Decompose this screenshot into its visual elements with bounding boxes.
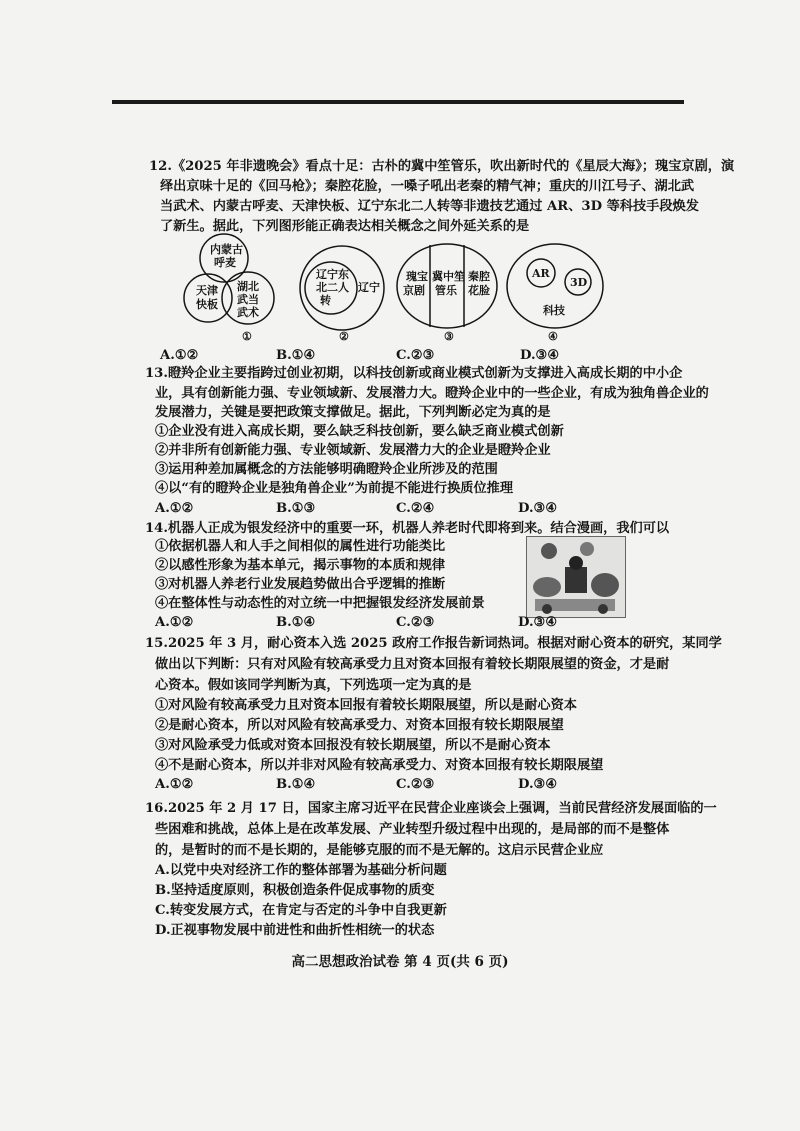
q14-line-4: ③对机器人养老行业发展趋势做出合乎逻辑的推断 (155, 577, 446, 592)
q14-line-3: ②以感性形象为基本单元，揭示事物的本质和规律 (155, 558, 446, 573)
q16-option-a: A.以党中央对经济工作的整体部署为基础分析问题 (155, 863, 447, 878)
fig1-number: ① (242, 330, 252, 343)
fig2-label-a3: 转 (320, 294, 331, 307)
q16-line-2: 些困难和挑战，总体上是在改革发展、产业转型升级过程中出现的，是局部的而不是整体 (155, 822, 670, 837)
q16-line-3: 的，是暂时的而不是长期的，是能够克服的而不是无解的。这启示民营企业应 (155, 843, 604, 858)
q14-line-5: ④在整体性与动态性的对立统一中把握银发经济发展前景 (155, 596, 485, 611)
q16-line-1: 16.2025 年 2 月 17 日，国家主席习近平在民营企业座谈会上强调，当前民营经济发展面临的一 (145, 801, 717, 816)
fig4-number: ④ (548, 330, 558, 343)
q13-option-d: D.③④ (518, 501, 558, 516)
q16-option-d: D.正视事物发展中前进性和曲折性相统一的状态 (155, 923, 435, 938)
q12-option-c: C.②③ (396, 348, 435, 363)
q14-option-a: A.①② (155, 615, 194, 630)
fig2-label-a2: 北二人 (316, 281, 349, 294)
fig1-label-c3: 武术 (237, 306, 259, 319)
q15-line-1: 15.2025 年 3 月，耐心资本入选 2025 政府工作报告新词热词。根据对耐心资本的研究，某同学 (145, 636, 722, 651)
q15-line-4: ①对风险有较高承受力且对资本回报有着较长期限展望，所以是耐心资本 (155, 698, 577, 713)
fig1-label-c2: 武当 (237, 293, 259, 306)
q14-option-c: C.②③ (396, 615, 435, 630)
fig3-label-c1: 秦腔 (468, 270, 490, 283)
venn-figure-3 (397, 244, 497, 343)
fig1-label-c: 湖北 (237, 280, 259, 293)
fig2-label-b: 辽宁 (358, 281, 380, 294)
robot-eldercare-cartoon (526, 536, 626, 618)
q14-line-1: 14.机器人正成为银发经济中的重要一环，机器人养老时代即将到来。结合漫画，我们可以 (145, 521, 670, 536)
fig1-label-a: 内蒙古 (210, 243, 243, 256)
q15-line-3: 心资本。假如该同学判断为真，下列选项一定为真的是 (155, 678, 472, 693)
q13-line-7: ④以“有的瞪羚企业是独角兽企业”为前提不能进行换质位推理 (155, 481, 514, 496)
q14-option-d: D.③④ (518, 615, 558, 630)
fig2-label-a1: 辽宁东 (316, 268, 349, 281)
page-footer: 高二思想政治试卷 第 4 页(共 6 页) (291, 954, 509, 970)
fig3-label-b2: 管乐 (435, 284, 457, 297)
q15-option-b: B.①④ (276, 777, 316, 792)
fig1-label-b: 天津 (196, 284, 218, 297)
q16-option-b: B.坚持适度原则，积极创造条件促成事物的质变 (155, 883, 435, 898)
q13-option-c: C.②④ (396, 501, 435, 516)
q13-option-b: B.①③ (276, 501, 316, 516)
q15-line-5: ②是耐心资本，所以对风险有较高承受力、对资本回报有较长期限展望 (155, 718, 564, 733)
q14-line-2: ①依据机器人和人手之间相似的属性进行功能类比 (155, 539, 446, 554)
q12-option-a: A.①② (160, 348, 199, 363)
q13-line-6: ③运用种差加属概念的方法能够明确瞪羚企业所涉及的范围 (155, 462, 498, 477)
q12-option-b: B.①④ (276, 348, 316, 363)
q12-line-2: 绎出京味十足的《回马枪》；秦腔花脸，一嗓子吼出老秦的精气神；重庆的川江号子、湖北武 (160, 179, 695, 194)
q15-line-7: ④不是耐心资本，所以并非对风险有较高承受力、对资本回报有较长期限展望 (155, 758, 604, 773)
venn-figure-2 (300, 246, 384, 343)
q16-option-c: C.转变发展方式，在肯定与否定的斗争中自我更新 (155, 903, 447, 918)
q12-line-4: 了新生。据此，下列图形能正确表达相关概念之间外延关系的是 (160, 219, 530, 234)
fig4-label-c: 科技 (543, 304, 565, 317)
fig3-label-a2: 京剧 (403, 284, 425, 297)
q14-option-b: B.①④ (276, 615, 316, 630)
fig3-label-a1: 瑰宝 (406, 270, 428, 283)
fig1-label-b2: 快板 (196, 298, 218, 311)
q15-option-c: C.②③ (396, 777, 435, 792)
header-rule (112, 100, 684, 104)
q13-option-a: A.①② (155, 501, 194, 516)
q13-line-4: ①企业没有进入高成长期，要么缺乏科技创新，要么缺乏商业模式创新 (155, 424, 564, 439)
q12-option-d: D.③④ (520, 348, 560, 363)
venn-figure-4 (507, 244, 603, 343)
q13-line-2: 业，具有创新能力强、专业领域新、发展潜力大。瞪羚企业中的一些企业，有成为独角兽企业的 (155, 386, 709, 401)
q13-line-5: ②并非所有创新能力强、专业领域新、发展潜力大的企业是瞪羚企业 (155, 443, 551, 458)
q15-line-2: 做出以下判断：只有对风险有较高承受力且对资本回报有着较长期限展望的资金，才是耐 (155, 657, 670, 672)
fig1-label-a2: 呼麦 (214, 256, 236, 269)
q12-venn-figures (150, 228, 660, 348)
q15-option-d: D.③④ (518, 777, 558, 792)
q12-line-1: 12.《2025 年非遗晚会》看点十足：古朴的冀中笙管乐，吹出新时代的《星辰大海》；瑰宝京剧，演 (149, 159, 735, 174)
q12-line-3: 当武术、内蒙古呼麦、天津快板、辽宁东北二人转等非遗技艺通过 AR、3D 等科技手段焕发 (160, 199, 699, 214)
q15-line-6: ③对风险承受力低或对资本回报没有较长期展望，所以不是耐心资本 (155, 738, 551, 753)
fig4-label-b: 3D (570, 276, 588, 289)
q13-line-1: 13.瞪羚企业主要指跨过创业初期，以科技创新或商业模式创新为支撑进入高成长期的中小企 (145, 366, 683, 381)
fig2-number: ② (339, 330, 349, 343)
fig3-label-b1: 冀中笙 (432, 270, 465, 283)
fig4-label-a: AR (532, 267, 550, 280)
q15-option-a: A.①② (155, 777, 194, 792)
q13-line-3: 发展潜力，关键是要把政策支撑做足。据此，下列判断必定为真的是 (155, 405, 551, 420)
fig3-label-c2: 花脸 (468, 284, 490, 297)
venn-figure-1 (184, 234, 274, 343)
fig3-number: ③ (444, 330, 454, 343)
